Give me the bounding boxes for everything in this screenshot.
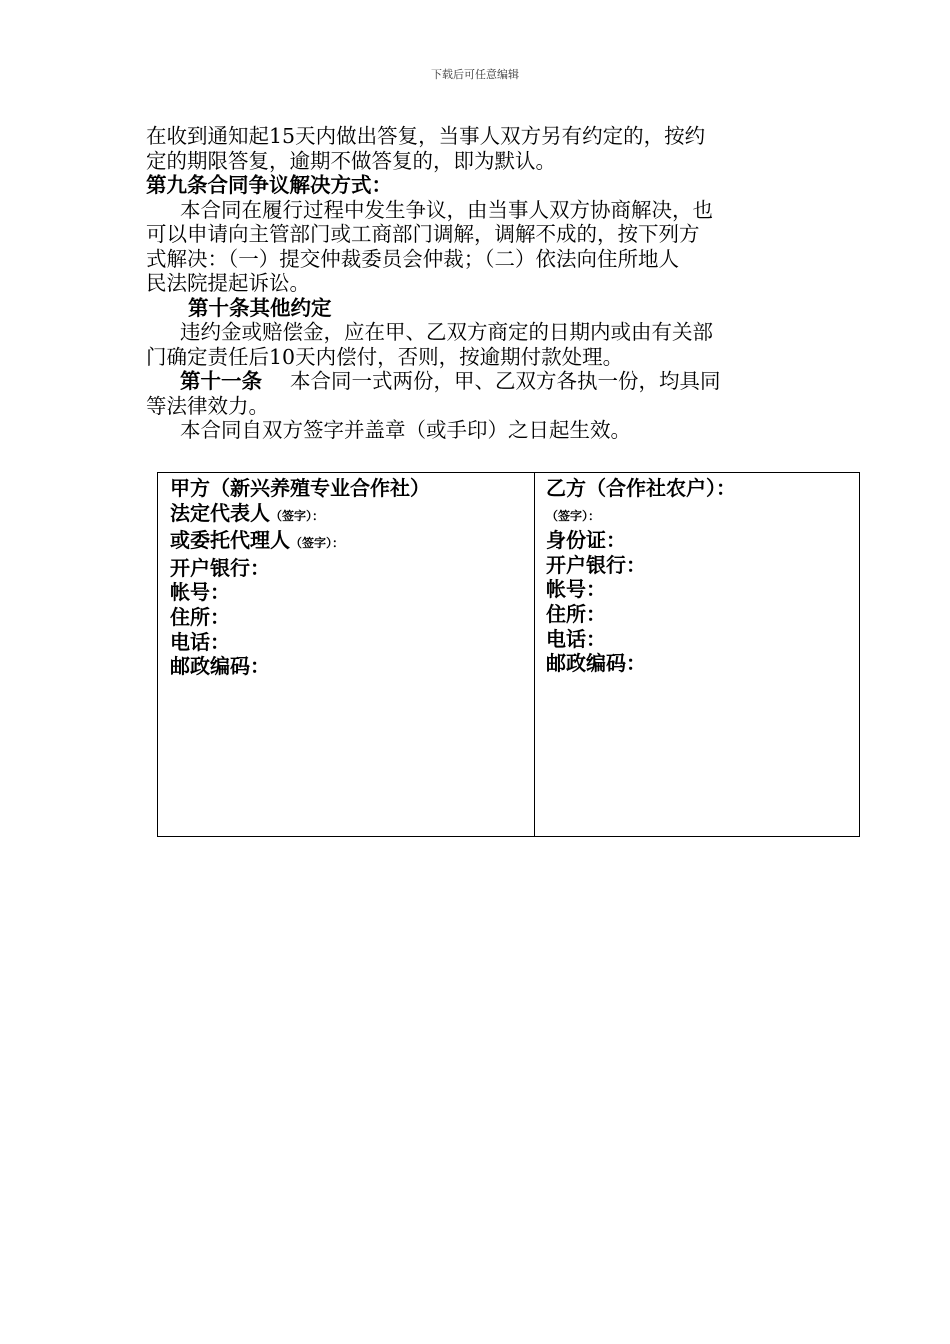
- party-b-title: 乙方（合作社农户）：: [546, 476, 736, 500]
- article-11-title: 第十一条: [180, 369, 262, 393]
- party-b-phone: 电话：: [546, 626, 606, 651]
- party-b-postcode: 邮政编码：: [546, 651, 646, 676]
- party-a-rep-row: [170, 501, 534, 529]
- effective-clause: 本合同自双方签字并盖章（或手印）之日起生效。: [180, 418, 631, 442]
- party-a-address: 住所：: [170, 604, 230, 629]
- party-b-id-card: 身份证：: [546, 528, 626, 553]
- paragraph-line: 门确定责任后10天内偿付，否则，按逾期付款处理。: [146, 344, 624, 369]
- paragraph-line: 式解决：（一）提交仲裁委员会仲裁；（二）依法向住所地人: [146, 246, 679, 271]
- article-10-title: 第十条其他约定: [188, 295, 332, 320]
- paragraph-line: 本合同一式两份，甲、乙双方各执一份，均具同: [290, 369, 721, 393]
- party-a-phone: 电话：: [170, 629, 230, 654]
- party-a-agent-row: [170, 528, 534, 556]
- paragraph-line: 本合同在履行过程中发生争议，由当事人双方协商解决，也: [180, 197, 713, 222]
- party-b-cell: [535, 473, 859, 836]
- party-a-cell: [158, 473, 535, 836]
- paragraph-line: 违约金或赔偿金，应在甲、乙双方商定的日期内或由有关部: [180, 320, 713, 344]
- party-b-sign: （签字）：: [546, 508, 601, 523]
- paragraph-line: 定的期限答复，逾期不做答复的，即为默认。: [146, 148, 556, 173]
- party-b-address: 住所：: [546, 601, 606, 626]
- party-a-account: 帐号：: [170, 580, 230, 605]
- article-11-line: [146, 369, 810, 394]
- party-a-title: 甲方（新兴养殖专业合作社）: [170, 476, 430, 500]
- party-b-sign-row: [546, 501, 859, 529]
- party-a-bank: 开户银行：: [170, 555, 270, 580]
- paragraph-line: 在收到通知起15天内做出答复，当事人双方另有约定的，按约: [146, 124, 706, 148]
- header-note: 下载后可任意编辑: [431, 68, 519, 81]
- party-a-rep-sign: （签字）：: [270, 508, 325, 523]
- party-b-bank: 开户银行：: [546, 552, 646, 577]
- party-a-rep-label: 法定代表人: [170, 500, 270, 525]
- party-a-agent-sign: （签字）：: [290, 536, 345, 551]
- contract-body: [146, 124, 810, 443]
- paragraph-line: 可以申请向主管部门或工商部门调解，调解不成的，按下列方: [146, 222, 700, 246]
- paragraph-line: 等法律效力。: [146, 393, 269, 418]
- party-b-account: 帐号：: [546, 577, 606, 602]
- party-a-agent-label: 或委托代理人: [170, 528, 290, 553]
- paragraph-line: 民法院提起诉讼。: [146, 271, 310, 295]
- signature-table: [157, 472, 860, 837]
- article-9-title: 第九条合同争议解决方式：: [146, 173, 392, 197]
- party-a-postcode: 邮政编码：: [170, 654, 270, 679]
